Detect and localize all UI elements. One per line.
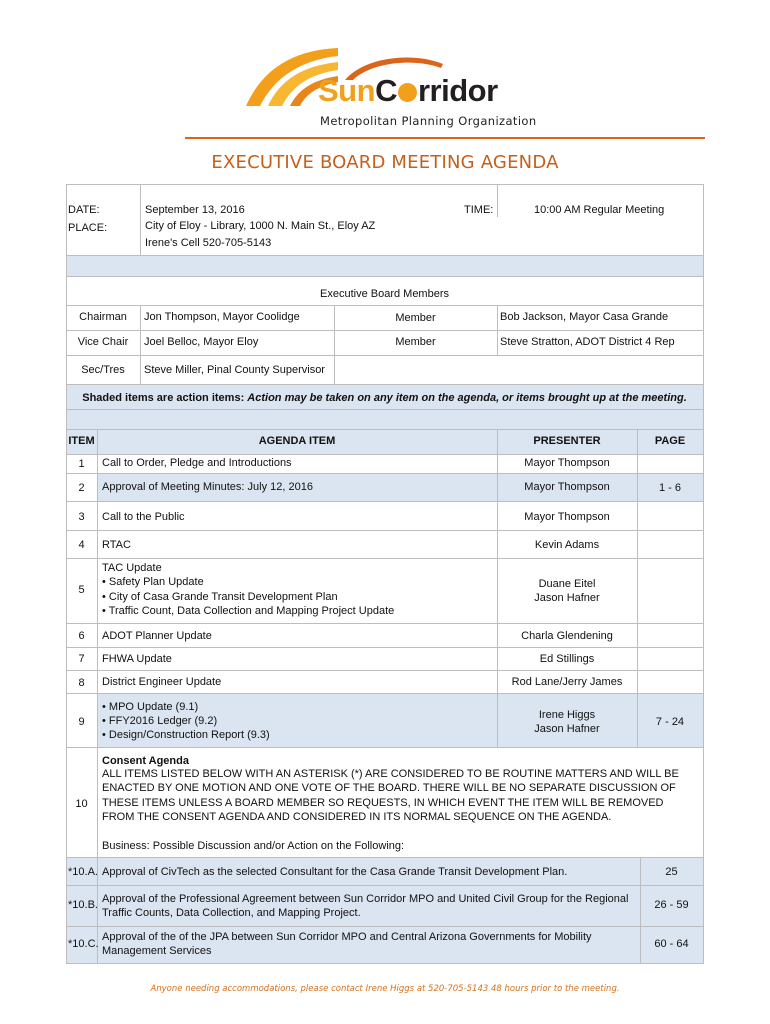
members-heading: Executive Board Members bbox=[320, 288, 449, 300]
item-page: 26 - 59 bbox=[654, 899, 689, 911]
contact-phone: Irene's Cell 520-705-5143 bbox=[145, 237, 272, 249]
member-name: Jon Thompson, Mayor Coolidge bbox=[144, 311, 300, 323]
item-title: Approval of CivTech as the selected Consultant for the Casa Grande Transit Development Plan. bbox=[102, 866, 568, 878]
header-rule bbox=[185, 137, 705, 139]
member-name: Joel Belloc, Mayor Eloy bbox=[144, 336, 259, 348]
item-number: 5 bbox=[78, 584, 85, 596]
item-number: 1 bbox=[78, 458, 85, 470]
col-header-item: ITEM bbox=[68, 435, 95, 447]
place-label: PLACE: bbox=[68, 222, 108, 234]
item-title: TAC Update bbox=[102, 562, 162, 574]
item-number: 4 bbox=[78, 539, 85, 551]
item-number: 10 bbox=[75, 798, 88, 810]
item-number: *10.B. bbox=[68, 899, 98, 911]
member-role: Sec/Tres bbox=[81, 364, 125, 376]
consent-text: THESE ITEMS UNLESS A BOARD MEMBER SO REQUESTS, IN WHICH EVENT THE ITEM WILL BE REMOVED bbox=[102, 797, 664, 809]
consent-heading: Consent Agenda bbox=[102, 755, 189, 767]
member-name: Steve Stratton, ADOT District 4 Rep bbox=[500, 336, 675, 348]
logo bbox=[240, 40, 540, 132]
sun-o-icon bbox=[398, 83, 417, 102]
member-role: Member bbox=[395, 336, 436, 348]
item-title: Call to the Public bbox=[102, 511, 185, 523]
item-page: 7 - 24 bbox=[655, 716, 685, 728]
blank-shaded-row bbox=[66, 255, 703, 276]
item-title: FHWA Update bbox=[102, 653, 172, 665]
item-presenter: Jason Hafner bbox=[534, 592, 600, 604]
item-title: ADOT Planner Update bbox=[102, 630, 212, 642]
item-presenter: Kevin Adams bbox=[534, 539, 600, 551]
item-number: 2 bbox=[78, 482, 85, 494]
member-role: Member bbox=[395, 312, 436, 324]
action-items-notice: Shaded items are action items: Action may be taken on any item on the agenda, or items brought up at the meeting. bbox=[82, 392, 687, 404]
blank-shaded-row-2 bbox=[66, 409, 703, 429]
consent-text: FROM THE CONSENT AGENDA AND CONSIDERED IN ITS NORMAL SEQUENCE ON THE AGENDA. bbox=[102, 811, 612, 823]
item-page: 1 - 6 bbox=[658, 482, 681, 494]
member-role: Chairman bbox=[79, 311, 127, 323]
item-number: 7 bbox=[78, 653, 85, 665]
item-presenter: Mayor Thompson bbox=[524, 457, 610, 469]
item-presenter: Charla Glendening bbox=[521, 630, 613, 642]
item-title: RTAC bbox=[102, 539, 131, 551]
col-header-page: PAGE bbox=[654, 435, 686, 447]
logo-wordmark: SunC rridor bbox=[318, 73, 498, 108]
item-number: 6 bbox=[78, 630, 85, 642]
consent-text: ALL ITEMS LISTED BELOW WITH AN ASTERISK (*) ARE CONSIDERED TO BE ROUTINE MATTERS AND WILL BE bbox=[102, 768, 679, 780]
item-number: *10.C. bbox=[68, 938, 99, 950]
item-presenter: Jason Hafner bbox=[534, 723, 600, 735]
col-header-presenter: PRESENTER bbox=[533, 435, 601, 447]
page-title: EXECUTIVE BOARD MEETING AGENDA bbox=[211, 152, 559, 173]
member-role: Vice Chair bbox=[77, 336, 129, 348]
item-presenter: Mayor Thompson bbox=[524, 511, 610, 523]
item-subitem: • MPO Update (9.1) bbox=[102, 701, 199, 713]
footer-note: Anyone needing accommodations, please contact Irene Higgs at 520-705-5143 48 hours prior to the meeting. bbox=[150, 984, 620, 994]
time-label: TIME: bbox=[464, 204, 494, 216]
item-presenter: Rod Lane/Jerry James bbox=[511, 676, 623, 688]
item-presenter: Irene Higgs bbox=[538, 709, 596, 721]
date-label: DATE: bbox=[68, 204, 100, 216]
item-subitem: • Traffic Count, Data Collection and Mapping Project Update bbox=[102, 605, 395, 617]
item-page: 25 bbox=[665, 866, 678, 878]
item-page: 60 - 64 bbox=[654, 938, 689, 950]
item-number: 8 bbox=[78, 677, 85, 689]
item-subitem: • Design/Construction Report (9.3) bbox=[102, 729, 270, 741]
item-presenter: Ed Stillings bbox=[539, 653, 595, 665]
place-address: City of Eloy - Library, 1000 N. Main St., Eloy AZ bbox=[145, 220, 376, 232]
item-title: Traffic Counts, Data Collection, and Mapping Project. bbox=[102, 907, 361, 919]
item-title: Call to Order, Pledge and Introductions bbox=[102, 457, 292, 469]
item-presenter: Duane Eitel bbox=[538, 578, 596, 590]
item-presenter: Mayor Thompson bbox=[524, 481, 610, 493]
item-subitem: • FFY2016 Ledger (9.2) bbox=[102, 715, 218, 727]
item-title: Approval of Meeting Minutes: July 12, 2016 bbox=[102, 481, 313, 493]
consent-text: ENACTED BY ONE MOTION AND ONE VOTE OF THE BOARD. THERE WILL BE NO SEPARATE DISCUSSION OF bbox=[102, 782, 676, 794]
item-number: 9 bbox=[78, 716, 85, 728]
item-title: Approval of the of the JPA between Sun Corridor MPO and Central Arizona Governments for Mobility bbox=[102, 931, 592, 943]
item-title: Management Services bbox=[102, 945, 212, 957]
item-title: Approval of the Professional Agreement between Sun Corridor MPO and United Civil Group for the Regional bbox=[102, 893, 629, 905]
member-name: Bob Jackson, Mayor Casa Grande bbox=[500, 311, 669, 323]
time-value: 10:00 AM Regular Meeting bbox=[534, 204, 665, 216]
item-subitem: • City of Casa Grande Transit Development Plan bbox=[102, 591, 338, 603]
date-value: September 13, 2016 bbox=[145, 204, 245, 216]
item-number: 3 bbox=[78, 511, 85, 523]
item-subitem: • Safety Plan Update bbox=[102, 576, 204, 588]
item-title: District Engineer Update bbox=[102, 676, 222, 688]
item-number: *10.A. bbox=[68, 866, 98, 878]
member-name: Steve Miller, Pinal County Supervisor bbox=[144, 364, 325, 376]
business-line: Business: Possible Discussion and/or Action on the Following: bbox=[102, 840, 405, 852]
col-header-agenda-item: AGENDA ITEM bbox=[258, 435, 336, 447]
logo-subtitle: Metropolitan Planning Organization bbox=[320, 114, 537, 128]
